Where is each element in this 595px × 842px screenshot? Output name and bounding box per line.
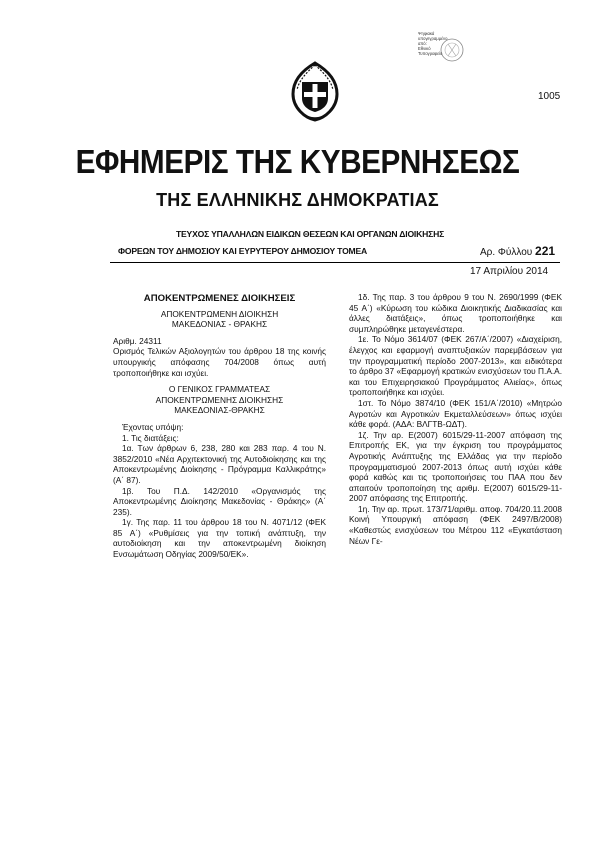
signer-line-1: Ο ΓΕΝΙΚΟΣ ΓΡΑΜΜΑΤΕΑΣ: [168, 384, 271, 395]
clause-1d: 1δ. Της παρ. 3 του άρθρου 9 του Ν. 2690/1999 (ΦΕΚ 45 Α΄) «Κύρωση του κώδικα Διοικητικής Διαδικασίας και άλλες διατάξεις», όπως τροποποιήθηκε και συμπληρώθηκε μεταγενέστερα.: [349, 292, 562, 334]
left-column: [113, 292, 326, 560]
coat-of-arms-emblem: [285, 60, 345, 122]
issue-date: 17 Απριλίου 2014: [470, 266, 549, 277]
section-heading: ΑΠΟΚΕΝΤΡΩΜΕΝΕΣ ΔΙΟΙΚΗΣΕΙΣ: [143, 293, 296, 304]
clause-1st: 1στ. Το Νόμο 3874/10 (ΦΕΚ 151/Α΄/2010) «Μητρώο Αγροτών και Αγροτικών Εκμεταλλεύσεων» όπως ισχύει κάθε φορά. (ΑΔΑ: ΒΛΓΤΒ-ΩΔΤ).: [349, 397, 562, 430]
clause-1b: 1β. Του Π.Δ. 142/2010 «Οργανισμός της Αποκεντρωμένης Διοίκησης Μακεδονίας - Θράκης» (Α΄ 235).: [113, 485, 326, 517]
clause-1c: 1γ. Της παρ. 11 του άρθρου 18 του Ν. 4071/12 (ΦΕΚ 85 Α΄) «Ρυθμίσεις για την τοπική ανάπτυξη, την αυτοδιοίκηση και την αποκεντρωμένη διοίκηση Ενσωμάτωση Οδηγίας 2009/50/ΕΚ».: [113, 517, 326, 560]
seal-text: Ψηφιακά υπογεγραμμένο από: Εθνικό Τυπογραφείο: [418, 31, 448, 56]
page-number: 1005: [538, 91, 561, 102]
sheet-label: Αρ. Φύλλου: [480, 247, 533, 258]
signer-line-2: ΑΠΟΚΕΝΤΡΩΜΕΝΗΣ ΔΙΟΙΚΗΣΗΣ: [155, 394, 284, 405]
gazette-title: ΕΦΗΜΕΡΙΣ ΤΗΣ ΚΥΒΕΡΝΗΣΕΩΣ: [75, 143, 520, 180]
sheet-number-value: 221: [535, 244, 556, 258]
clause-1: 1. Τις διατάξεις:: [122, 432, 179, 443]
decision-number: Αριθμ. 24311: [113, 335, 162, 346]
clause-1z: 1ζ. Την αρ. Ε(2007) 6015/29-11-2007 απόφαση της Επιτροπής ΕΚ, για την έγκριση του προγράμματος Αγροτικής Ανάπτυξης της Ελλάδας για την περίοδο προγραμματισμού 2007-2013 όπως αυτή ισχύει κάθε φορά καθώς και τις τροποποιήσεις του ΠΑΑ που δεν απαιτούν τροποποίηση της αριθμ. Ε(2007) 6015/29-11-2007 απόφασης της Επιτροπής.: [349, 429, 562, 504]
clause-1h: 1η. Την αρ. πρωτ. 173/71/αριθμ. αποφ. 704/20.11.2008 Κοινή Υπουργική απόφαση (ΦΕΚ 2497/Β/2008) «Καθεστώς ενισχύσεων του Μέτρου 112 «Εγκατάσταση Νέων Γε-: [349, 503, 562, 546]
decision-subject: Ορισμός Τελικών Αξιολογητών του άρθρου 18 της κοινής υπουργικής απόφασης 704/2008 όπως αυτή τροποποιήθηκε και ισχύει.: [113, 346, 326, 378]
right-column: [349, 292, 562, 546]
authority-line-1: ΑΠΟΚΕΝΤΡΩΜΕΝΗ ΔΙΟΙΚΗΣΗ: [160, 308, 279, 319]
gazette-subtitle: ΤΗΣ ΕΛΛΗΝΙΚΗΣ ΔΗΜΟΚΡΑΤΙΑΣ: [156, 190, 439, 210]
signer-line-3: ΜΑΚΕΔΟΝΙΑΣ-ΘΡΑΚΗΣ: [174, 405, 265, 416]
authority-line-2: ΜΑΚΕΔΟΝΙΑΣ - ΘΡΑΚΗΣ: [171, 319, 268, 330]
sheet-number: [480, 244, 555, 258]
clause-1a: 1α. Των άρθρων 6, 238, 280 και 283 παρ. 4 του Ν. 3852/2010 «Νέα Αρχιτεκτονική της Αυτοδιοίκησης και της Αποκεντρωμένης Διοίκησης - Πρόγραμμα Καλλικράτης» (Α΄ 87).: [113, 443, 326, 485]
clause-1e: 1ε. Το Νόμο 3614/07 (ΦΕΚ 267/Α΄/2007) «Διαχείριση, έλεγχος και εφαρμογή αναπτυξιακών παρεμβάσεων για την προγραμματική περίοδο 2007-2013», και ειδικότερα το άρθρο 37 «Εφαρμογή κρατικών ενισχύσεων του Π.Α.Α. και του Επιχειρησιακού Προγράμματος Αλιείας», όπως τροποποιήθηκε και ισχύει.: [349, 334, 562, 398]
issue-type-line-1: ΤΕΥΧΟΣ ΥΠΑΛΛΗΛΩΝ ΕΙΔΙΚΩΝ ΘΕΣΕΩΝ ΚΑΙ ΟΡΓΑΝΩΝ ΔΙΟΙΚΗΣΗΣ: [175, 229, 445, 239]
header-rule: [110, 262, 560, 263]
issue-type-line-2: ΦΟΡΕΩΝ ΤΟΥ ΔΗΜΟΣΙΟΥ ΚΑΙ ΕΥΡΥΤΕΡΟΥ ΔΗΜΟΣΙΟΥ ΤΟΜΕΑ: [118, 246, 368, 256]
considering-heading: Έχοντας υπόψη:: [122, 421, 184, 432]
